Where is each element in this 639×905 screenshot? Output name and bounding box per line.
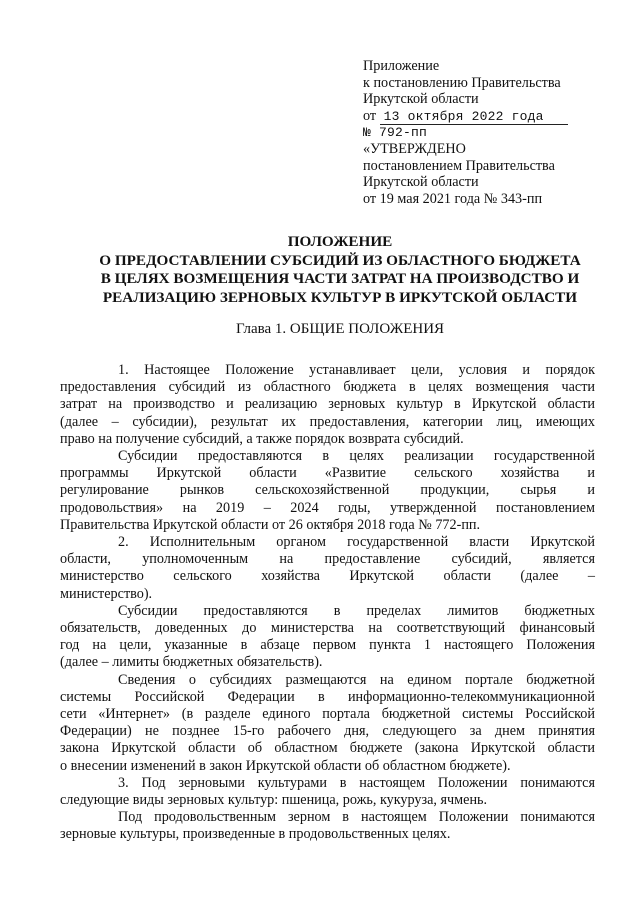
text-line: (далее – субсидии), результат их предоставления, категории лиц, имеющих [60,413,595,430]
text-line: право на получение субсидий, а также порядок возврата субсидий. [60,430,464,447]
paragraph [60,774,595,809]
text-line: Сведения о субсидиях размещаются на едином портале бюджетной [118,671,595,688]
appendix-line: Приложение [363,58,440,74]
paragraph [60,362,595,448]
text-line: обязательств, доведенных до министерства на соответствующий финансовый [60,620,595,637]
text-line: Правительства Иркутской области от 26 октября 2018 года № 772-пп. [60,516,481,533]
text-line: Субсидии предоставляются в пределах лимитов бюджетных [118,602,595,619]
title-line: РЕАЛИЗАЦИЮ ЗЕРНОВЫХ КУЛЬТУР В ИРКУТСКОЙ ОБЛАСТИ [102,288,578,306]
text-line: закона Иркутской области об областном бюджете (закона Иркутской области [60,740,595,757]
date-field: 13 октября 2022 года [380,110,568,125]
approved-line: Иркутской области [363,174,479,190]
text-line: области, уполномоченным на предоставление субсидий, является [60,551,595,568]
appendix-date-line [363,108,613,125]
text-line: о внесении изменений в закон Иркутской области об областном бюджете). [60,757,511,774]
approved-line: постановлением Правительства [363,157,555,174]
text-line: регулирование рынков сельскохозяйственной продукции, сырья и [60,482,595,499]
date-prefix: от [363,107,377,124]
text-line: Субсидии предоставляются в целях реализации государственной [118,448,595,465]
text-line: продовольствия» на 2019 – 2024 годы, утвержденной постановлением [60,499,595,516]
text-line: программы Иркутской области «Развитие сельского хозяйства и [60,465,595,482]
approved-line: от 19 мая 2021 года № 343-пп [363,190,543,207]
text-line: сети «Интернет» (в разделе единого портала бюджетной системы Российской [60,706,595,723]
paragraph [60,448,595,534]
paragraph [60,602,595,672]
chapter-heading: Глава 1. ОБЩИЕ ПОЛОЖЕНИЯ [235,321,445,337]
paragraph [60,809,595,843]
text-line: (далее – лимиты бюджетных обязательств). [60,654,323,671]
text-line: зерновые культуры, произведенные в продовольственных целях. [60,826,451,843]
title-line: В ЦЕЛЯХ ВОЗМЕЩЕНИЯ ЧАСТИ ЗАТРАТ НА ПРОИЗВОДСТВО И [100,270,580,287]
appendix-line: Иркутской области [363,91,479,107]
appendix-header [363,58,613,207]
document-body [60,362,595,844]
appendix-line: к постановлению Правительства [363,74,561,91]
decree-number: № 792-пп [363,124,428,140]
text-line: Под продовольственным зерном в настоящем Положении понимаются [118,809,595,826]
text-line: 1. Настоящее Положение устанавливает цели, условия и порядок [118,362,595,378]
text-line: министерство). [60,585,153,602]
title-line: О ПРЕДОСТАВЛЕНИИ СУБСИДИЙ ИЗ ОБЛАСТНОГО БЮДЖЕТА [99,251,581,269]
text-line: затрат на производство и реализацию зерновых культур в Иркутской области [60,396,595,413]
text-line: 2. Исполнительным органом государственной власти Иркутской [118,534,595,551]
document-title [60,233,620,307]
text-line: год на цели, указанные в абзаце первом пункта 1 настоящего Положения [60,637,595,654]
paragraph [60,534,595,603]
paragraph [60,671,595,775]
approved-line: «УТВЕРЖДЕНО [363,141,466,157]
text-line: предоставления субсидий из областного бюджета в целях возмещения части [60,379,595,396]
text-line: следующие виды зерновых культур: пшеница, рожь, кукуруза, ячмень. [60,792,488,809]
text-line: 3. Под зерновыми культурами в настоящем Положении понимаются [118,774,595,791]
text-line: министерство сельского хозяйства Иркутской области (далее – [60,568,595,585]
title-line: ПОЛОЖЕНИЕ [287,233,393,250]
text-line: системы Российской Федерации в информационно-телекоммуникационной [60,688,595,705]
text-line: Федерации) не позднее 15-го рабочего дня, следующего за днем принятия [60,723,595,740]
